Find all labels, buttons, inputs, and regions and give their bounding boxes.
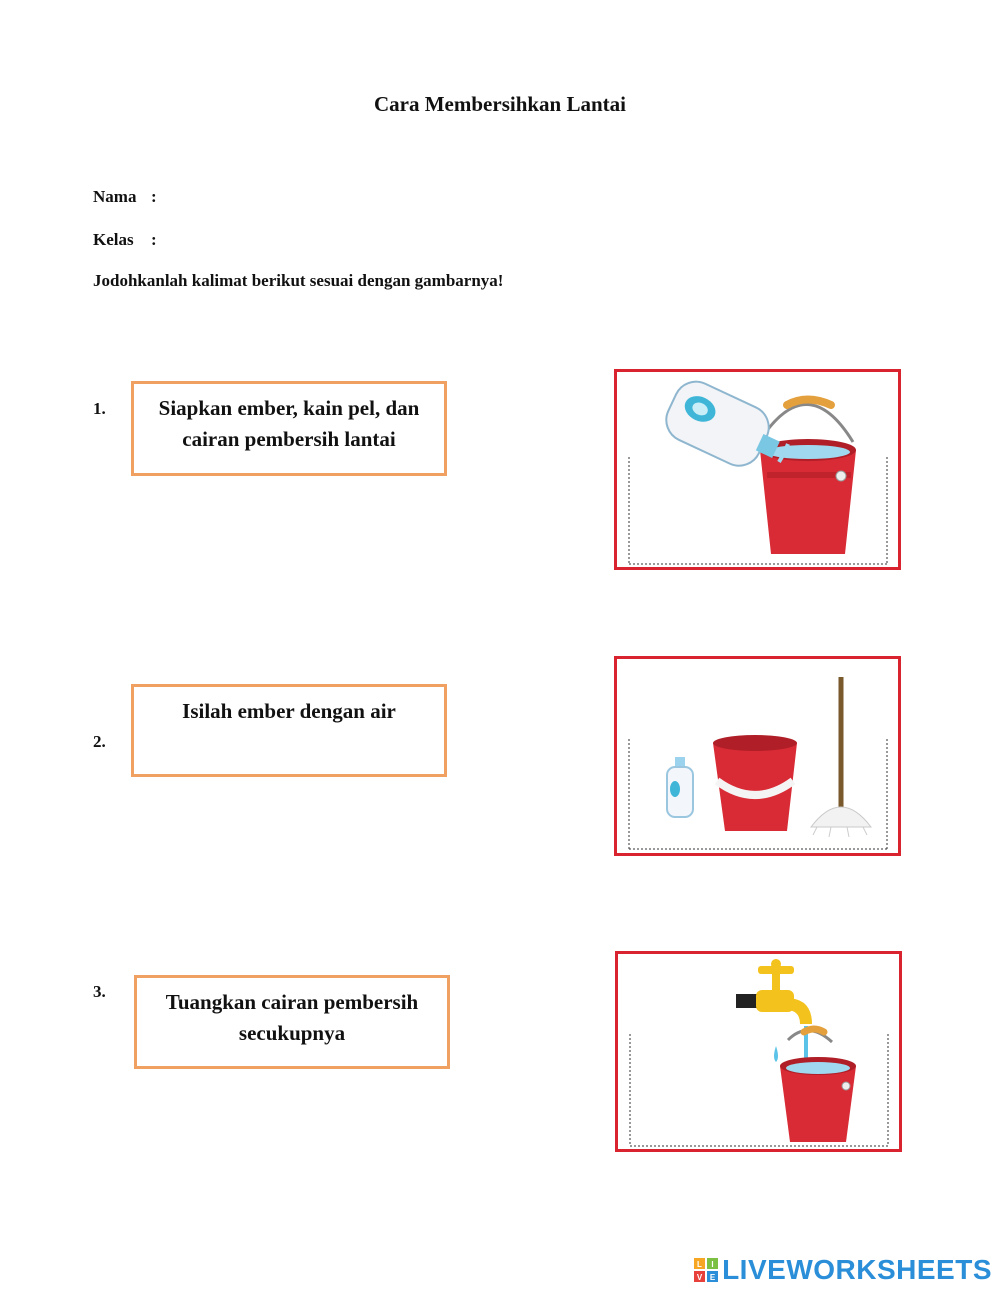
name-label: Nama	[93, 187, 137, 206]
statement-card-3[interactable]	[134, 975, 450, 1069]
name-field	[93, 187, 157, 207]
statement-card-1[interactable]	[131, 381, 447, 476]
statement-line: Tuangkan cairan pembersih	[165, 990, 419, 1014]
statement-line: secukupnya	[238, 1021, 346, 1045]
pour-cleaner-illustration	[617, 372, 898, 567]
worksheet-title: Cara Membersihkan Lantai	[374, 92, 626, 116]
logo-letter: V	[696, 1273, 703, 1282]
class-colon: :	[151, 230, 157, 249]
class-field	[93, 230, 157, 250]
brand-text: LIVEWORKSHEETS	[722, 1254, 992, 1285]
statement-line: cairan pembersih lantai	[182, 427, 396, 451]
picture-card-tools[interactable]	[614, 656, 901, 856]
logo-letter: L	[697, 1260, 703, 1269]
item-number: 2.	[93, 732, 106, 751]
liveworksheets-logo	[694, 1253, 992, 1287]
instruction-text: Jodohkanlah kalimat berikut sesuai dengan gambarnya!	[93, 271, 504, 290]
tap-illustration	[618, 954, 899, 1149]
statement-line: Siapkan ember, kain pel, dan	[158, 396, 420, 420]
item-number: 1.	[93, 399, 106, 418]
logo-letter: E	[709, 1273, 716, 1282]
picture-card-pouring-cleaner[interactable]	[614, 369, 901, 570]
logo-letter: I	[711, 1260, 714, 1269]
item-number: 3.	[93, 982, 106, 1001]
liveworksheets-icon	[694, 1258, 718, 1282]
picture-card-tap[interactable]	[615, 951, 902, 1152]
statement-line: Isilah ember dengan air	[182, 699, 396, 723]
statement-card-2[interactable]	[131, 684, 447, 777]
tools-illustration	[617, 659, 898, 853]
name-colon: :	[151, 187, 157, 206]
class-label: Kelas	[93, 230, 134, 249]
